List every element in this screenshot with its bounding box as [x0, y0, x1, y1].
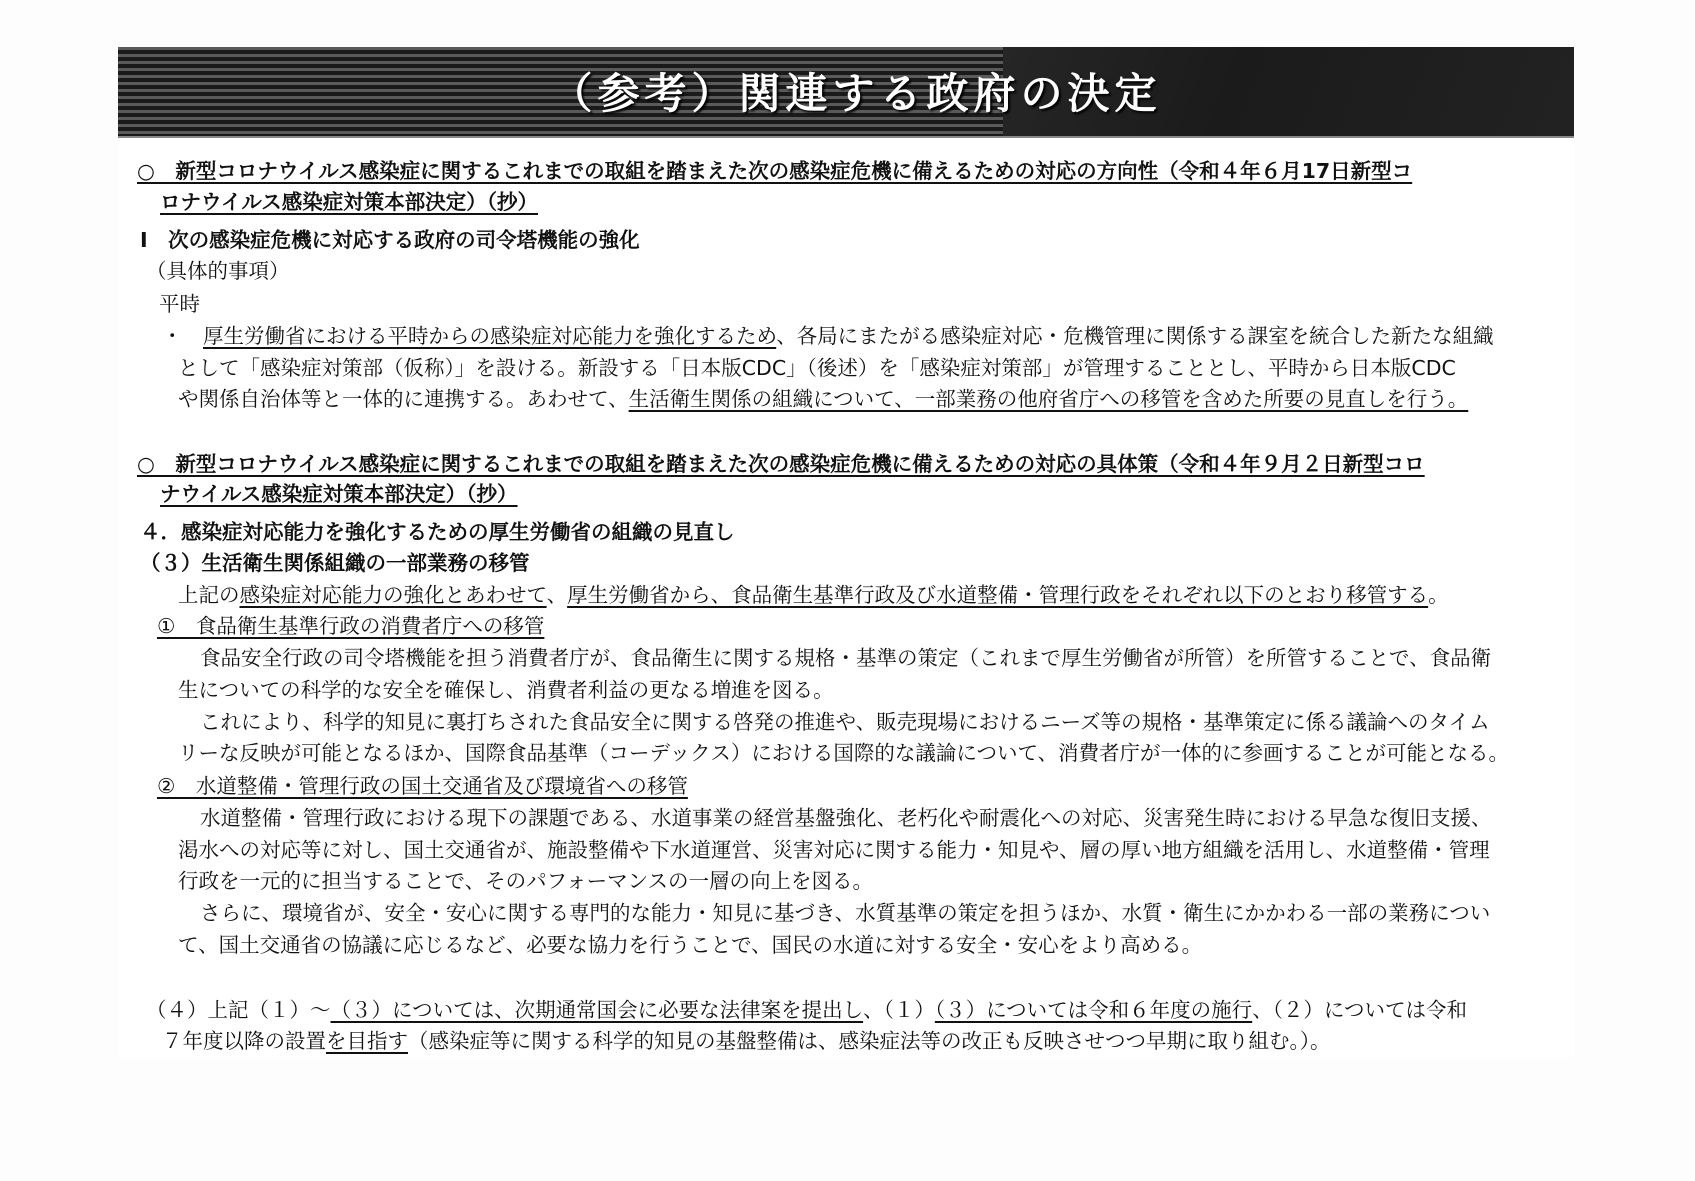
heading-line — [160, 481, 518, 507]
text-line — [162, 323, 1494, 349]
underlined-text: 厚生労働省における平時からの感染症対応能力を強化するため — [203, 324, 777, 348]
heading-line — [137, 451, 1425, 477]
text-segment: 食品安全行政の司令塔機能を担う消費者庁が、食品衛生に関する規格・基準の策定（これまで厚生労働省が所管）を所管することで、食品衛 — [200, 646, 1492, 670]
text-segment: 行政を一元的に担当することで、そのパフォーマンスの一層の向上を図る。 — [178, 869, 873, 893]
text-segment: ４．感染症対応能力を強化するための厚生労働省の組織の見直し — [140, 520, 735, 544]
text-segment: 水道整備・管理行政における現下の課題である、水道事業の経営基盤強化、老朽化や耐震化への対応、災害発生時における早急な復旧支援、 — [200, 806, 1492, 830]
heading-line — [140, 519, 735, 545]
text-segment: ・ — [162, 324, 203, 348]
text-segment: 渇水への対応等に対し、国土交通省が、施設整備や下水道運営、災害対応に関する能力・知見や、層の厚い地方組織を活用し、水道整備・管理 — [178, 838, 1490, 862]
text-segment: 平時 — [159, 292, 200, 316]
underlined-text: ○ 新型コロナウイルス感染症に関するこれまでの取組を踏まえた次の感染症危機に備えるための対応の具体策（令和４年９月２日新型コロ — [137, 452, 1425, 476]
underlined-text: 厚生労働省から、食品衛生基準行政及び水道整備・管理行政をそれぞれ以下のとおり移管する — [567, 583, 1429, 607]
text-line — [178, 740, 1509, 766]
text-segment: 生についての科学的な安全を確保し、消費者利益の更なる増進を図る。 — [178, 678, 834, 702]
text-segment: （具体的事項） — [146, 259, 290, 283]
text-line — [200, 709, 1490, 735]
underlined-text: ② 水道整備・管理行政の国土交通省及び環境省への移管 — [157, 774, 688, 798]
text-segment: （感染症等に関する科学的知見の基盤整備は、感染症法等の改正も反映させつつ早期に取り組む。）。 — [408, 1029, 1331, 1053]
text-segment: て、国土交通省の協議に応じるなど、必要な協力を行うことで、国民の水道に対する安全・安心をより高める。 — [178, 933, 1203, 957]
text-segment: ７年度以降の設置 — [162, 1029, 326, 1053]
text-segment: 、（２）については令和 — [1252, 998, 1468, 1022]
text-line — [200, 900, 1490, 926]
text-segment: 上記の — [178, 583, 240, 607]
text-line — [159, 291, 200, 317]
text-segment: 、 — [546, 583, 568, 607]
text-segment: 、（１） — [863, 998, 935, 1022]
text-line — [178, 868, 873, 894]
text-segment: （３）生活衛生関係組織の一部業務の移管 — [140, 551, 530, 575]
text-line — [178, 677, 834, 703]
underlined-text: （３）については、次期通常国会に必要な法律案を提出し — [330, 998, 864, 1022]
text-line — [146, 258, 290, 284]
text-line — [178, 386, 1468, 412]
text-line — [200, 805, 1492, 831]
underlined-text: 感染症対応能力の強化とあわせて — [239, 583, 547, 607]
text-segment: （４）上記（１）～ — [146, 998, 331, 1022]
text-segment: さらに、環境省が、安全・安心に関する専門的な能力・知見に基づき、水質基準の策定を担うほか、水質・衛生にかかわる一部の業務につい — [200, 901, 1491, 925]
title-banner — [118, 47, 1574, 138]
text-segment: リーな反映が可能となるほか、国際食品基準（コーデックス）における国際的な議論について、消費者庁が一体的に参画することが可能となる。 — [178, 741, 1510, 765]
underlined-text: ① 食品衛生基準行政の消費者庁への移管 — [157, 614, 545, 638]
text-segment: Ⅰ 次の感染症危機に対応する政府の司令塔機能の強化 — [140, 228, 640, 252]
text-line — [157, 773, 688, 799]
text-line — [178, 932, 1202, 958]
text-segment: として「感染症対策部（仮称）」を設ける。新設する「日本版CDC」（後述）を「感染症対策部」が管理することとし、平時から日本版CDC — [178, 356, 1456, 380]
heading-line — [140, 550, 530, 576]
text-line — [178, 582, 1449, 608]
underlined-text: を目指す — [326, 1029, 408, 1053]
heading-line — [160, 189, 538, 215]
underlined-text: （３）については令和６年度の施行 — [934, 998, 1253, 1022]
text-segment: や関係自治体等と一体的に連携する。あわせて、 — [178, 387, 629, 411]
page-title: （参考）関連する政府の決定 — [550, 69, 1162, 118]
underlined-text: ○ 新型コロナウイルス感染症に関するこれまでの取組を踏まえた次の感染症危機に備えるための対応の方向性（令和４年６月17日新型コ — [137, 159, 1413, 183]
text-line — [200, 645, 1491, 671]
text-segment: 、各局にまたがる感染症対応・危機管理に関係する課室を統合した新たな組織 — [776, 324, 1494, 348]
text-line — [178, 837, 1490, 863]
heading-line — [140, 227, 640, 253]
heading-line — [137, 158, 1412, 184]
text-line — [157, 613, 544, 639]
underlined-text: ロナウイルス感染症対策本部決定）（抄） — [160, 190, 539, 214]
text-line — [162, 1028, 1331, 1054]
underlined-text: ナウイルス感染症対策本部決定）（抄） — [160, 482, 518, 506]
text-line — [146, 997, 1467, 1023]
text-segment: これにより、科学的知見に裏打ちされた食品安全に関する啓発の推進や、販売現場におけるニーズ等の規格・基準策定に係る議論へのタイム — [200, 710, 1490, 734]
underlined-text: 生活衛生関係の組織について、一部業務の他府省庁への移管を含めた所要の見直しを行う。 — [628, 387, 1469, 411]
text-segment: 。 — [1428, 583, 1449, 607]
text-line — [178, 355, 1456, 381]
